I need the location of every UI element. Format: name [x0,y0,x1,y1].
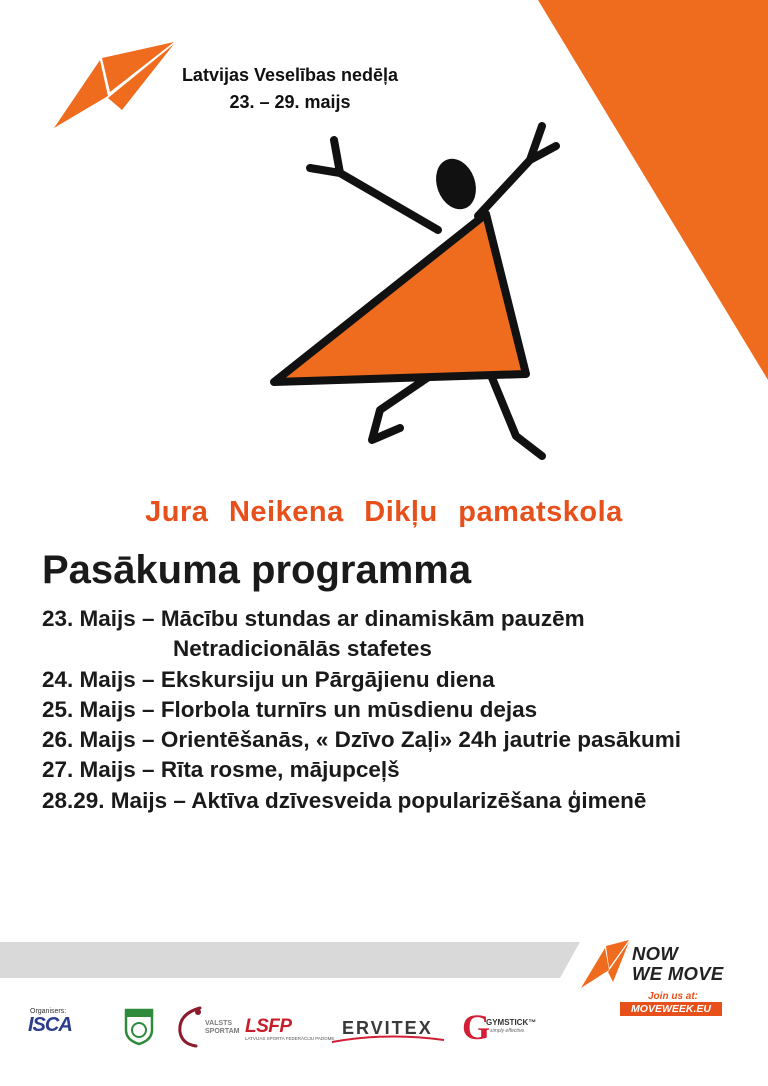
lsfp-logo: LSFP [245,1016,292,1037]
gymstick-g-logo: G [462,1007,491,1047]
now-text: NOW [632,943,679,964]
schedule-item: Netradicionālās stafetes [173,636,432,662]
schedule-item: 25. Maijs – Florbola turnīrs un mūsdienu dejas [42,696,538,722]
schedule-list [42,604,757,816]
jumping-figure-illustration [260,118,570,473]
footer-band [0,938,600,982]
event-title: Latvijas Veselības nedēļa [181,65,399,85]
school-name: Jura Neikena Dikļu pamatskola [145,496,623,528]
moveweek-link[interactable]: MOVEWEEK.EU [620,1002,722,1016]
ervitex-logo: ERVITEX [342,1018,433,1038]
arrow-logo-icon [52,40,176,130]
gymstick-logo: GYMSTICK™ [486,1018,537,1027]
join-text: Join us at: [648,991,699,1002]
lsfp-subtitle: LATVIJAS SPORTA FEDERĀCIJU PADOME [245,1036,335,1041]
event-dates: 23. – 29. maijs [229,92,351,112]
gymstick-tagline: simply effective [490,1028,525,1034]
valsts-sportam-emblem-icon [172,1004,206,1048]
program-title: Pasākuma programma [42,548,472,592]
schedule-item: 27. Maijs – Rīta rosme, mājupceļš [42,757,400,783]
schedule-item: 28.29. Maijs – Aktīva dzīvesveida popularizēšana ģimenē [42,787,647,813]
valsts-sportam-text: VALSTS SPORTAM [205,1020,240,1035]
lsa-shield-logo-icon [124,1006,154,1046]
now-we-move-text [632,944,724,984]
now-we-move-logo-icon [579,938,631,990]
isca-logo: ISCA [28,1014,72,1036]
organisers-label: Organisers: [30,1008,67,1015]
schedule-item: 23. Maijs – Mācību stundas ar dinamiskām pauzēm [42,606,585,631]
schedule-item: 26. Maijs – Orientēšanās, « Dzīvo Zaļi» 24h jautrie pasākumi [42,727,682,753]
corner-triangle-decoration [538,0,768,380]
we-move-text: WE MOVE [632,963,724,984]
event-header [160,62,420,116]
schedule-item: 24. Maijs – Ekskursiju un Pārgājienu diena [42,666,495,692]
